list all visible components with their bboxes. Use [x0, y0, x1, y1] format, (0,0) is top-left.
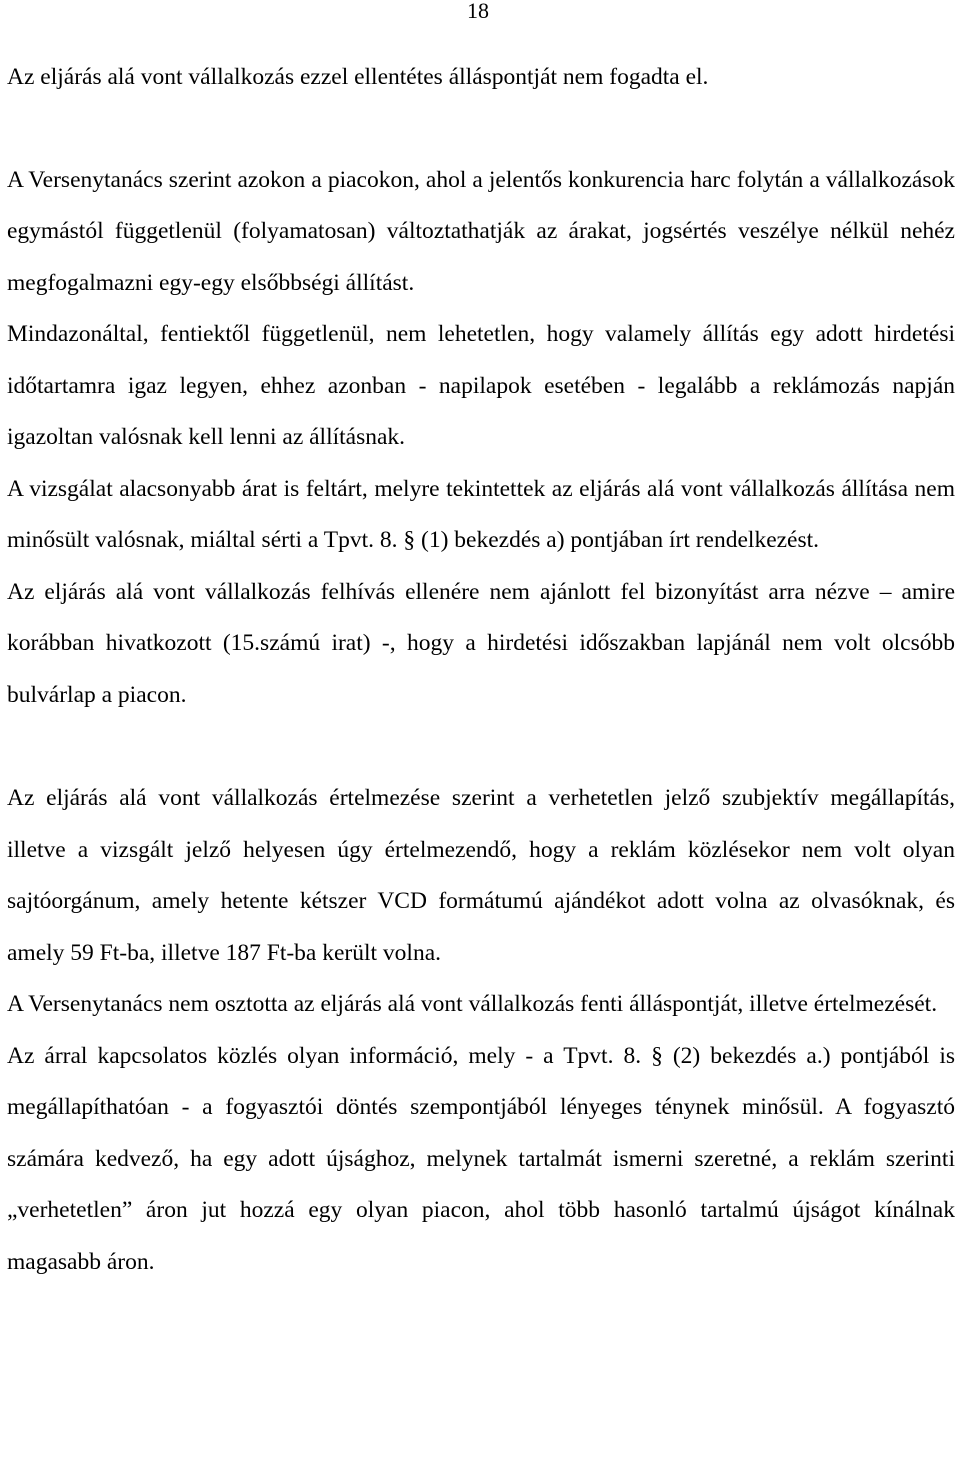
- paragraph-8: Az árral kapcsolatos közlés olyan információ, mely - a Tpvt. 8. § (2) bekezdés a.) pontjából is megállapíthatóan - a fogyasztói döntés szempontjából lényeges ténynek minősül. A fogyasztó számára kedvező, ha egy adott újsághoz, melynek tartalmát ismerni szeretné, a reklám szerinti „verhetetlen” áron jut hozzá egy olyan piacon, ahol több hasonló tartalmú újságot kínálnak magasabb áron.: [7, 1042, 955, 1275]
- paragraph-2: A Versenytanács szerint azokon a piacokon, ahol a jelentős konkurencia harc folytán a vállalkozások egymástól függetlenül (folyamatosan) változtathatják az árakat, jogsértés veszélye nélkül nehéz megfogalmazni egy-egy elsőbbségi állítást.: [7, 166, 955, 296]
- paragraph-7: A Versenytanács nem osztotta az eljárás alá vont vállalkozás fenti álláspontját, illetve értelmezését.: [7, 991, 938, 1017]
- document-body: [7, 52, 955, 1288]
- paragraph-6: Az eljárás alá vont vállalkozás értelmezése szerint a verhetetlen jelző szubjektív megállapítás, illetve a vizsgált jelző helyesen úgy értelmezendő, hogy a reklám közlésekor nem volt olyan sajtóorgánum, amely hetente kétszer VCD formátumú ajándékot adott volna az olvasóknak, és amely 59 Ft-ba, illetve 187 Ft-ba került volna.: [7, 785, 955, 966]
- paragraph-5: Az eljárás alá vont vállalkozás felhívás ellenére nem ajánlott fel bizonyítást arra nézve – amire korábban hivatkozott (15.számú irat) -, hogy a hirdetési időszakban lapjánál nem volt olcsóbb bulvárlap a piacon.: [7, 578, 955, 708]
- paragraph-1: Az eljárás alá vont vállalkozás ezzel ellentétes álláspontját nem fogadta el.: [7, 64, 709, 90]
- paragraph-gap: [7, 104, 955, 155]
- paragraph-3: Mindazonáltal, fentiektől függetlenül, nem lehetetlen, hogy valamely állítás egy adott hirdetési időtartamra igaz legyen, ehhez azonban - napilapok esetében - legalább a reklámozás napján igazoltan valósnak kell lenni az állításnak.: [7, 321, 955, 450]
- paragraph-4: A vizsgálat alacsonyabb árat is feltárt, melyre tekintettek az eljárás alá vont vállalkozás állítása nem minősült valósnak, miáltal sérti a Tpvt. 8. § (1) bekezdés a) pontjában írt rendelkezést.: [7, 475, 955, 553]
- paragraph-gap: [7, 721, 955, 773]
- page-number: 18: [467, 0, 489, 23]
